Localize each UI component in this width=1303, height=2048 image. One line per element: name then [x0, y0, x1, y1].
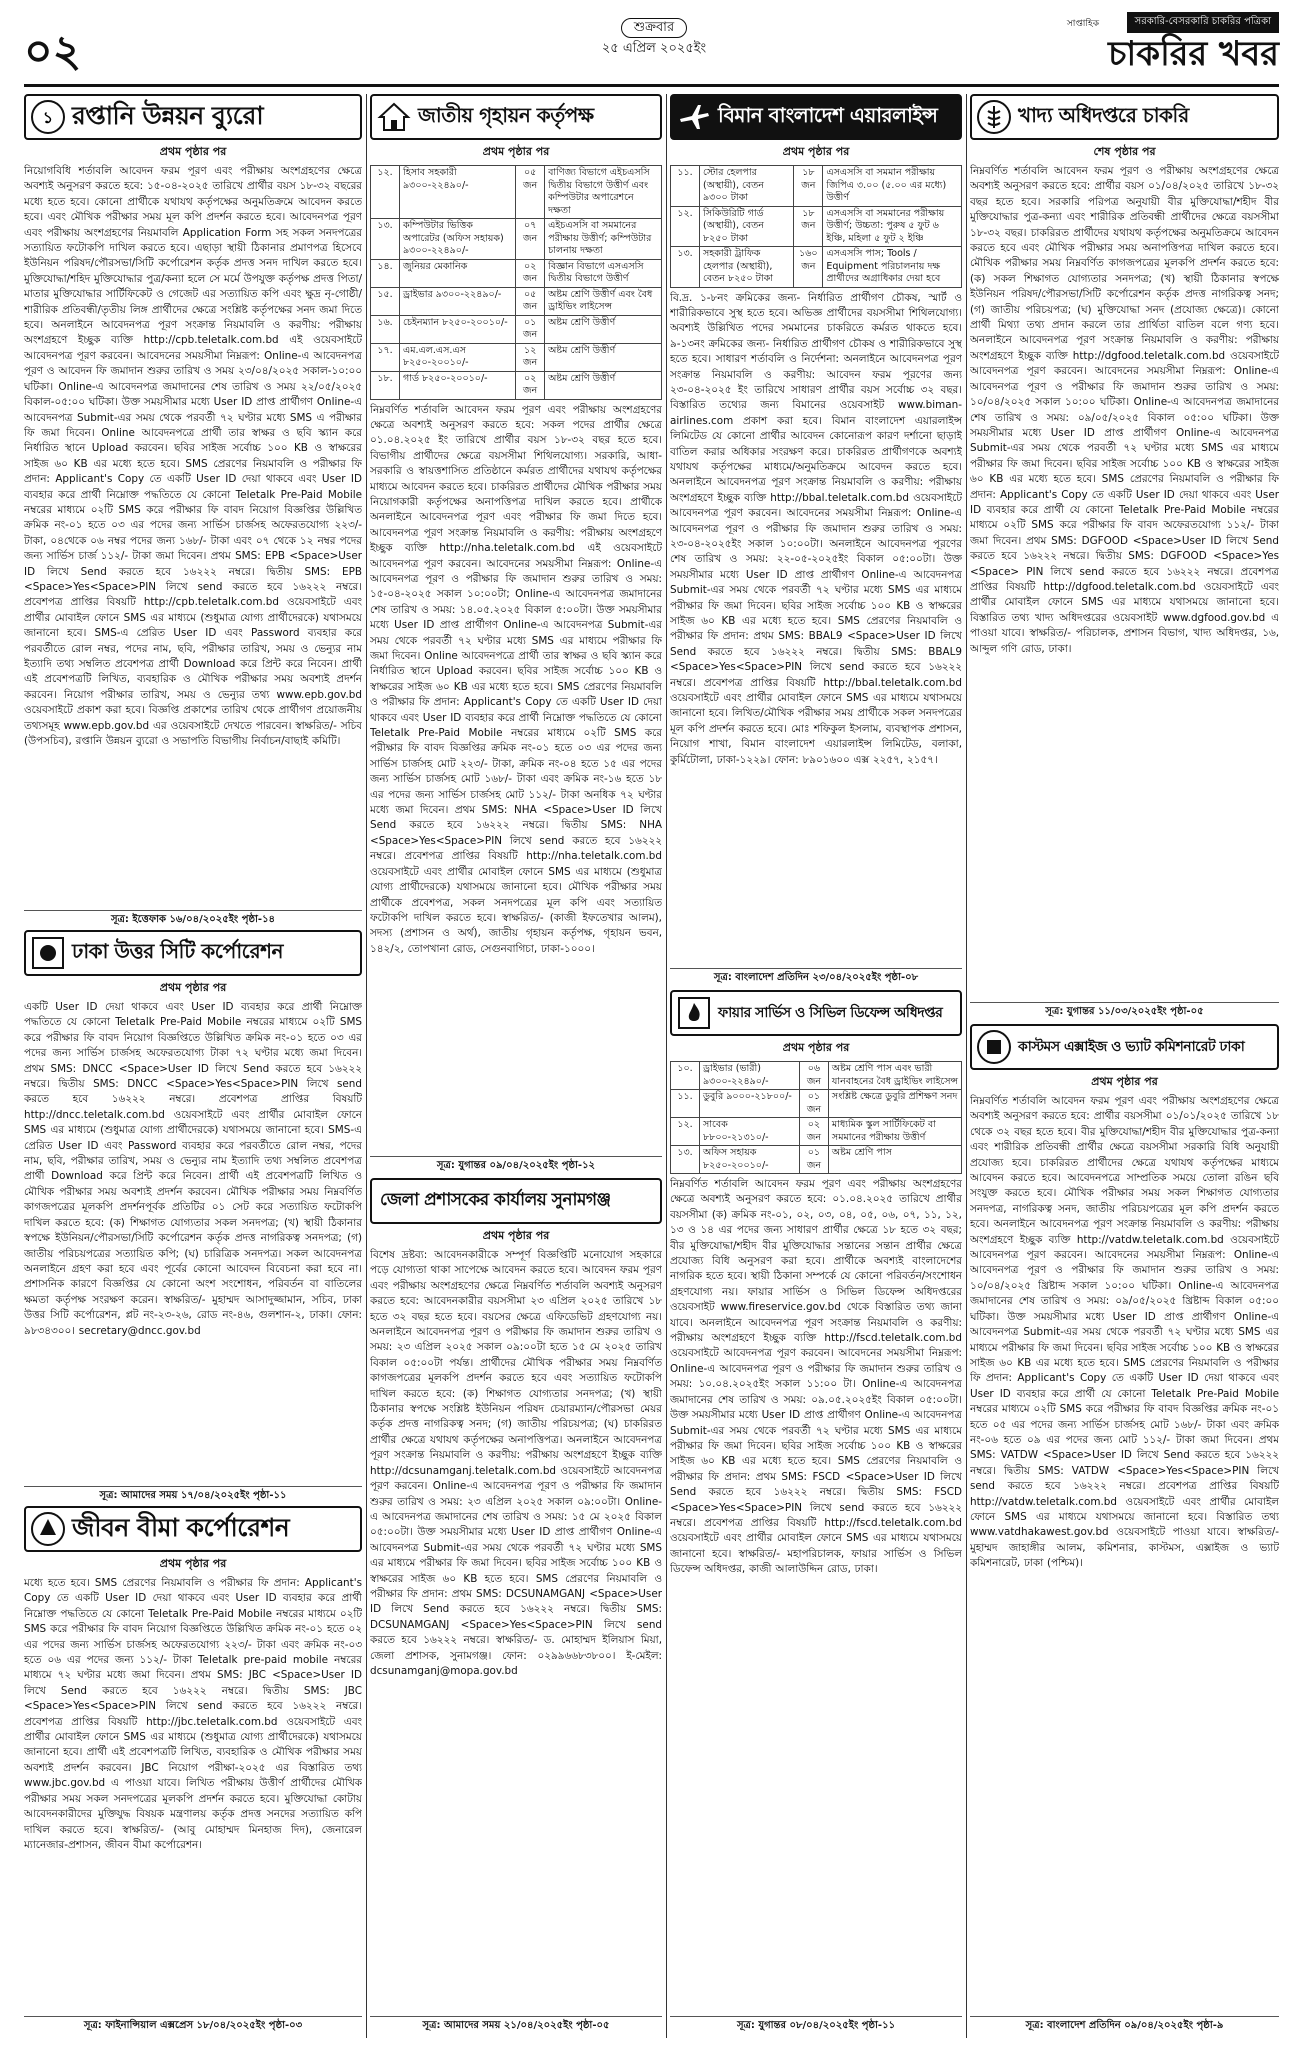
table-row: ১২. সাবেক ৮৮০০-২১৩১০/- ০২ জন মাধ্যমিক স্কুল সার্টিফিকেট বা সমমানের পরীক্ষায় উত্তীর্ণ	[671, 1118, 962, 1146]
ad-epb	[24, 94, 362, 906]
ad-header	[670, 94, 962, 140]
ad-subhead: প্রথম পৃষ্ঠার পর	[1091, 1075, 1158, 1088]
ad-dncc	[24, 930, 362, 1482]
customs-logo-icon	[976, 1029, 1012, 1065]
ad-header	[970, 94, 1279, 140]
table-row: ১৩. কম্পিউটার ভিত্তিক অপারেটর (অফিস সহায়ক) ৯৩০০-২২৪৯০/- ০৭ জন এইচএসসি বা সমমানের পরীক্ষায় উত্তীর্ণ; কম্পিউটার চালনায় দক্ষতা	[371, 219, 662, 260]
ad-title: কাস্টমস এক্সাইজ ও ভ্যাট কমিশনারেট ঢাকা	[1018, 1039, 1245, 1055]
house-icon	[376, 99, 412, 135]
ad-header	[24, 930, 362, 976]
ad-subhead: প্রথম পৃষ্ঠার পর	[159, 1557, 227, 1570]
ad-header	[370, 1178, 662, 1224]
brand	[1029, 12, 1279, 74]
positions-table	[670, 165, 962, 288]
ad-body: নিয়োগবিধি শর্তাবলি আবেদন ফরম পূরণ এবং পরীক্ষায় অংশগ্রহণের ক্ষেত্রে অবশ্যই অনুসরণ করতে হবে: ১৫-০৪-২০২৫ তারিখে প্রার্থীর বয়স ১৮-৩২ বছরের মধ্যে হতে হবে। কোনো প্রার্থীকে যথাযথ কর্তৃপক্ষের অনুমতিক্রমে আবেদন করতে হবে। এবং মৌখিক পরীক্ষার সময় মূল কপি প্রদর্শন করতে হবে। আবেদনপত্র পূরণ এবং পরীক্ষায় অংশগ্রহণের নিয়মাবলি Application Form সহ সকল সনদপত্রের সত্যায়িত ফটোকপি দাখিল করতে হবে। এছাড়া স্থায়ী ঠিকানার প্রমাণপত্র হিসেবে ইউনিয়ন পরিষদ/পৌরসভা/সিটি কর্পোরেশন কর্তৃক প্রদত্ত সনদ দাখিল করতে হবে। মুক্তিযোদ্ধা/শহিদ মুক্তিযোদ্ধার পুত্র/কন্যা হলে সে মর্মে উপযুক্ত কর্তৃপক্ষ প্রদত্ত পিতা/মাতার মুক্তিযোদ্ধার সার্টিফিকেট ও গেজেট এর সত্যায়িত কপি এবং ক্ষুদ্র নৃ-গোষ্ঠী/শারীরিক প্রতিবন্ধী/তৃতীয় লিঙ্গ প্রার্থীদের ক্ষেত্রে সংশ্লিষ্ট কর্তৃপক্ষের সনদ জমা দিতে হবে। অনলাইনে আবেদনপত্র পূরণ সংক্রান্ত নিয়মাবলি ও করণীয়: পরীক্ষায় অংশগ্রহণে ইচ্ছুক ব্যক্তি http://cpb.teletalk.com.bd এই ওয়েবসাইটে আবেদনপত্র পূরণ করবেন। আবেদনের সময়সীমা নিম্নরূপ: Online-এ আবেদনপত্র পূরণ ও আবেদন ফি জমাদান শুরুর তারিখ ও সময় ২৩/০৪/২০২৫ সকাল-১০:০০ ঘটিকা। Online-এ আবেদনপত্র জমাদানের শেষ তারিখ ও সময় ২২/০৫/২০২৫ বিকাল-০৫:০০ ঘটিকা। উক্ত সময়সীমার মধ্যে User ID প্রাপ্ত প্রার্থীগণ Online-এ আবেদনপত্র Submit-এর সময় থেকে পরবর্তী ৭২ ঘণ্টার মধ্যে SMS এ পরীক্ষার ফি জমা দিবেন। Online আবেদনপত্রে প্রার্থী তার স্বাক্ষর ও ছবি স্ক্যান করে নির্ধারিত স্থানে Upload করবেন। ছবির সাইজ সর্বোচ্চ ১০০ KB ও স্বাক্ষরের সাইজ ৬০ KB এর মধ্যে হতে হবে। SMS প্রেরণের নিয়মাবলি ও পরীক্ষার ফি প্রদান: Applicant's Copy তে একটি User ID দেয়া থাকবে এবং User ID ব্যবহার করে প্রার্থী নিম্নোক্ত পদ্ধতিতে যে কোনো Teletalk Pre-Paid Mobile নম্বরের মাধ্যমে ০২টি SMS করে পরীক্ষার ফি বাবদ নিয়োগ বিজ্ঞপ্তির উল্লিখিত ক্রমিক নং-০১ হতে ০৩ এর পদের জন্য সার্ভিস চার্জসহ অফেরতযোগ্য ২২৩/- টাকা, ০৪থেকে ০৬ নম্বর পদের জন্য ১৬৮/- টাকা এবং ০৭ থেকে ১২ নম্বর পদের জন্য সার্ভিস চার্জ ১১২/- টাকা জমা দিবেন। প্রথম SMS: EPB <Space>User ID লিখে Send করতে হবে ১৬২২২ নম্বরে। দ্বিতীয় SMS: EPB <Space>Yes<Space>PIN লিখে send করতে হবে ১৬২২২ নম্বরে। প্রবেশপত্র প্রাপ্তির বিষয়টি http://cpb.teletalk.com.bd ওয়েবসাইটে এবং প্রার্থীর মোবাইল ফোনে SMS এর মাধ্যমে (শুধুমাত্র যোগ্য প্রার্থীদেরকে) যথাসময়ে জানানো হবে। SMS-এ প্রেরিত User ID এবং Password ব্যবহার করে পরবর্তীতে রোল নম্বর, পদের নাম, ছবি, পরীক্ষার তারিখ, সময় ও ভেন্যুর নাম ইত্যাদি তথ্য সম্বলিত প্রবেশপত্র প্রার্থী Download করে প্রিন্ট করে নিবেন। প্রার্থী এই প্রবেশপত্রটি লিখিত, ব্যবহারিক ও মৌখিক পরীক্ষার সময় অবশ্যই প্রদর্শন করবেন। নিয়োগ পরীক্ষার তারিখ, সময় ও ভেন্যুর তথ্য www.epb.gov.bd ওয়েবসাইটে প্রকাশ করা হবে। বিজ্ঞপ্তি প্রকাশের তারিখ থেকে প্রার্থীগণ প্রয়োজনীয় তথ্যসমূহ www.epb.gov.bd এর ওয়েবসাইটে দেখতে পারবেন। স্বাক্ষরিত/- সচিব (উপসচিব), রপ্তানি উন্নয়ন ব্যুরো ও সভাপতি বিভাগীয় নির্বাচন/বাছাই কমিটি।	[24, 165, 362, 748]
ad-source: সূত্র: যুগান্তর ০৯/০৪/২০২৫ইং পৃষ্ঠা-১২	[370, 1156, 662, 1175]
column-4	[970, 94, 1279, 2038]
ad-body: নিম্নবর্ণিত শর্তাবলি আবেদন ফরম পূরণ এবং পরীক্ষায় অংশগ্রহণের ক্ষেত্রে অবশ্যই অনুসরণ করতে হবে: প্রার্থীর বয়সসীমা ০১/০১/২০২৫ তারিখে ১৮ থেকে ৩২ বছর হতে হবে। বীর মুক্তিযোদ্ধা/শহীদ বীর মুক্তিযোদ্ধার পুত্র-কন্যা এবং শারীরিক প্রতিবন্ধী প্রার্থীর ক্ষেত্রে বয়সসীমা সরকারি বিধি অনুযায়ী প্রযোজ্য হবে। চাকরিরত প্রার্থীদের ক্ষেত্রে যথাযথ কর্তৃপক্ষের মাধ্যমে আবেদন করতে হবে। আবেদনপত্রে সাম্প্রতিক সময়ে তোলা রঙিন ছবি সংযুক্ত করতে হবে। মৌখিক পরীক্ষার সময় সকল শিক্ষাগত যোগ্যতার সনদপত্র, নাগরিকত্ব সনদ, জাতীয় পরিচয়পত্রের মূল কপি প্রদর্শন করতে হবে। অনলাইনে আবেদনপত্র পূরণ সংক্রান্ত নিয়মাবলি ও করণীয়: পরীক্ষায় অংশগ্রহণে ইচ্ছুক ব্যক্তি http://vatdw.teletalk.com.bd ওয়েবসাইটে আবেদনপত্র পূরণ করবেন। আবেদনের সময়সীমা নিম্নরূপ: Online-এ আবেদনপত্র পূরণ ও পরীক্ষার ফি জমাদান শুরুর তারিখ ও সময়: ১০/০৪/২০২৫ খ্রিষ্টাব্দ সকাল ১০:০০ ঘটিকা। Online-এ আবেদনপত্র জমাদানের শেষ তারিখ ও সময়: ০৯/০৫/২০২৫ খ্রিষ্টাব্দ বিকাল ০৫:০০ ঘটিকা। উক্ত সময়সীমার মধ্যে User ID প্রাপ্ত প্রার্থীগণ Online-এ আবেদনপত্র Submit-এর সময় থেকে পরবর্তী ৭২ ঘণ্টার মধ্যে SMS এর মাধ্যমে পরীক্ষার ফি জমা দিবেন। ছবির সাইজ সর্বোচ্চ ১০০ KB ও স্বাক্ষরের সাইজ ৬০ KB এর মধ্যে হতে হবে। SMS প্রেরণের নিয়মাবলি ও পরীক্ষার ফি প্রদান: Applicant's Copy তে একটি User ID দেয়া থাকবে এবং User ID ব্যবহার করে প্রার্থী যে কোনো Teletalk Pre-Paid Mobile নম্বরের মাধ্যমে ০২টি SMS করে পরীক্ষার ফি বাবদ বিজ্ঞপ্তির ক্রমিক নং-০১ হতে ০৫ এর পদের জন্য সার্ভিস চার্জসহ মোট ১৬৮/- টাকা এবং ক্রমিক নং-০৬ হতে ০৯ এর পদের জন্য মোট ১১২/- টাকা জমা দিবেন। প্রথম SMS: VATDW <Space>User ID লিখে Send করতে হবে ১৬২২২ নম্বরে। দ্বিতীয় SMS: VATDW <Space>Yes<Space>PIN লিখে send করতে হবে ১৬২২২ নম্বরে। প্রবেশপত্র প্রাপ্তির বিষয়টি http://vatdw.teletalk.com.bd ওয়েবসাইটে এবং প্রার্থীর মোবাইল ফোনে SMS এর মাধ্যমে যথাসময়ে জানানো হবে। বিস্তারিত তথ্য www.vatdhakawest.gov.bd ওয়েবসাইটে পাওয়া যাবে। স্বাক্ষরিত/- মুহাম্মদ জাহাঙ্গীর আলম, কমিশনার, কাস্টমস, এক্সাইজ ও ভ্যাট কমিশনারেট, ঢাকা (পশ্চিম)।	[970, 1095, 1279, 1570]
column-3	[670, 94, 962, 2038]
jbc-logo-icon	[30, 1511, 66, 1547]
ad-body: বিশেষ দ্রষ্টব্য: আবেদনকারীকে সম্পূর্ণ বিজ্ঞপ্তিটি মনোযোগ সহকারে পড়ে যোগ্যতা থাকা সাপেক্ষে আবেদন করতে হবে। আবেদন ফরম পূরণ এবং পরীক্ষায় অংশগ্রহণের ক্ষেত্রে নিম্নবর্ণিত শর্তাবলি অবশ্যই অনুসরণ করতে হবে: আবেদনকারীর বয়সসীমা ২৩ এপ্রিল ২০২৫ তারিখে ১৮ হতে ৩২ বছর হতে হবে। বয়সের ক্ষেত্রে এফিডেভিট গ্রহণযোগ্য নয়। অনলাইনে আবেদনপত্র পূরণ ও পরীক্ষার ফি জমাদান শুরুর তারিখ ও সময়: ২৩ এপ্রিল ২০২৫ সকাল ০৯:০০টা হতে ১৫ মে ২০২৫ তারিখ বিকাল ০৫:০০টা পর্যন্ত। প্রার্থীদের মৌখিক পরীক্ষার সময় নিম্নবর্ণিত কাগজপত্রের মূলকপি প্রদর্শন করতে হবে এবং সত্যায়িত ফটোকপি দাখিল করতে হবে: (ক) শিক্ষাগত যোগ্যতার সনদপত্র; (খ) স্থায়ী ঠিকানার স্বপক্ষে সংশ্লিষ্ট ইউনিয়ন পরিষদ চেয়ারম্যান/পৌরসভা মেয়র কর্তৃক প্রদত্ত নাগরিকত্ব সনদ; (গ) জাতীয় পরিচয়পত্র; (ঘ) চাকরিরত প্রার্থীর ক্ষেত্রে যথাযথ কর্তৃপক্ষের অনাপত্তিপত্র। অনলাইনে আবেদনপত্র পূরণ সংক্রান্ত নিয়মাবলি ও করণীয়: পরীক্ষায় অংশগ্রহণে ইচ্ছুক ব্যক্তি http://dcsunamganj.teletalk.com.bd ওয়েবসাইটে আবেদনপত্র পূরণ করবেন। Online-এ আবেদনপত্র পূরণ ও পরীক্ষার ফি জমাদান শুরুর তারিখ ও সময়: ২৩ এপ্রিল ২০২৫ সকাল ০৯:০০টা। Online-এ আবেদনপত্র জমাদানের শেষ তারিখ ও সময়: ১৫ মে ২০২৫ বিকাল ০৫:০০টা। উক্ত সময়সীমার মধ্যে User ID প্রাপ্ত প্রার্থীগণ Online-এ আবেদনপত্র Submit-এর সময় থেকে পরবর্তী ৭২ ঘণ্টার মধ্যে SMS এর মাধ্যমে পরীক্ষার ফি জমা দিবেন। ছবির সাইজ সর্বোচ্চ ১০০ KB ও স্বাক্ষরের সাইজ ৬০ KB হতে হবে। SMS প্রেরণের নিয়মাবলি ও পরীক্ষার ফি প্রদান: প্রথম SMS: DCSUNAMGANJ <Space>User ID লিখে Send করতে হবে ১৬২২২ নম্বরে। দ্বিতীয় SMS: DCSUNAMGANJ <Space>Yes<Space>PIN লিখে send করতে হবে ১৬২২২ নম্বরে। স্বাক্ষরিত/- ড. মোহাম্মদ ইলিয়াস মিয়া, জেলা প্রশাসক, সুনামগঞ্জ। ফোন: ০২৯৯৬৬৮৩৮০০। ই-মেইল: dcsunamganj@mopa.gov.bd	[370, 1249, 662, 1677]
table-row: ১৩. অফিস সহায়ক ৮২৫০-২০০১০/- ০১ জন অষ্টম শ্রেণি পাস	[671, 1146, 962, 1174]
ad-subhead: প্রথম পৃষ্ঠার পর	[482, 1229, 550, 1242]
ad-title: জাতীয় গৃহায়ন কর্তৃপক্ষ	[418, 102, 594, 127]
ad-nha	[370, 94, 662, 1152]
table-row: ১৬. চেইনম্যান ৮২৫০-২০০১০/- ০১ জন অষ্টম শ্রেণি উত্তীর্ণ	[371, 315, 662, 343]
epb-logo-icon	[30, 99, 66, 135]
ad-food	[970, 94, 1279, 998]
ad-source: সূত্র: যুগান্তর ১১/০৩/২০২৫ইং পৃষ্ঠা-০৫	[970, 1002, 1279, 1021]
ad-subhead: প্রথম পৃষ্ঠার পর	[159, 981, 227, 994]
ad-subhead: শেষ পৃষ্ঠার পর	[1093, 145, 1156, 158]
positions-table	[370, 165, 662, 400]
dncc-logo-icon	[30, 935, 66, 971]
food-department-logo-icon	[976, 99, 1012, 135]
ad-body: মধ্যে হতে হবে। SMS প্রেরণের নিয়মাবলি ও পরীক্ষার ফি প্রদান: Applicant's Copy তে একটি User ID দেয়া থাকবে এবং User ID ব্যবহার করে প্রার্থী নিম্নোক্ত পদ্ধতিতে যে কোনো Teletalk Pre-Paid Mobile নম্বরের মাধ্যমে ০২টি SMS করে পরীক্ষার ফি বাবদ নিয়োগ বিজ্ঞপ্তিতে উল্লিখিত ক্রমিক নং-০১ হতে ০২ এর পদের জন্য সার্ভিস চার্জসহ অফেরতযোগ্য ২২৩/- টাকা এবং ক্রমিক নং-০৩ হতে ০৬ এর পদের জন্য ১১২/- টাকা Teletalk pre-paid mobile নম্বরের মাধ্যমে ৭২ ঘণ্টার মধ্যে জমা দিবেন। প্রথম SMS: JBC <Space>User ID লিখে Send করতে হবে ১৬২২২ নম্বরে। দ্বিতীয় SMS: JBC <Space>Yes<Space>PIN লিখে send করতে হবে ১৬২২২ নম্বরে। প্রবেশপত্র প্রাপ্তির বিষয়টি http://jbc.teletalk.com.bd ওয়েবসাইটে এবং প্রার্থীর মোবাইল ফোনে SMS এর মাধ্যমে (শুধুমাত্র যোগ্য প্রার্থীদেরকে) যথাসময়ে জানানো হবে। প্রার্থী এই প্রবেশপত্রটি লিখিত, ব্যবহারিক ও মৌখিক পরীক্ষার সময় অবশ্যই প্রদর্শন করবেন। JBC নিয়োগ পরীক্ষা-২০২৫ এর বিস্তারিত তথ্য www.jbc.gov.bd এ পাওয়া যাবে। লিখিত পরীক্ষায় উত্তীর্ণ প্রার্থীদের মৌখিক পরীক্ষার সময় সকল সনদপত্রের মূলকপি প্রদর্শন করতে হবে। মুক্তিযোদ্ধা কোটায় আবেদনকারীদের মুক্তিযুদ্ধ বিষয়ক মন্ত্রণালয় কর্তৃক প্রদত্ত সনদের সত্যায়িত কপি দাখিল করতে হবে। স্বাক্ষরিত/- (আবু মোহাম্মদ মিনহাজ দিদ), জেনারেল ম্যানেজার-প্রশাসন, জীবন বীমা কর্পোরেশন।	[24, 1577, 362, 1851]
ad-subhead: প্রথম পৃষ্ঠার পর	[482, 145, 550, 158]
ad-source: সূত্র: বাংলাদেশ প্রতিদিন ০৯/০৪/২০২৫ইং পৃষ্ঠা-৯	[970, 2016, 1279, 2035]
brand-weekly: সাপ্তাহিক	[1066, 19, 1099, 29]
ad-header	[24, 1506, 362, 1552]
table-row: ১৭. এম.এল.এস.এস ৮২৫০-২০০১০/- ১২ জন অষ্টম শ্রেণি উত্তীর্ণ	[371, 343, 662, 371]
ad-header	[370, 94, 662, 140]
table-row: ১৮. গার্ড ৮২৫০-২০০১০/- ০২ জন অষ্টম শ্রেণি উত্তীর্ণ	[371, 371, 662, 399]
svg-text:১: ১	[42, 108, 54, 127]
ad-body: নিম্নবর্ণিত শর্তাবলি আবেদন ফরম পূরণ এবং পরীক্ষায় অংশগ্রহণের ক্ষেত্রে অবশ্যই অনুসরণ করতে হবে: সকল পদের প্রার্থীর ক্ষেত্রে ০১.০৪.২০২৫ ইং তারিখে প্রার্থীর বয়স ১৮-৩২ বছর হতে হবে। বিভাগীয় প্রার্থীদের ক্ষেত্রে বয়সসীমা শিথিলযোগ্য। সরকারি, আধা-সরকারি ও স্বায়ত্তশাসিত প্রতিষ্ঠানে কর্মরত প্রার্থীদের যথাযথ কর্তৃপক্ষের মাধ্যমে আবেদন করতে হবে। চাকরিরত প্রার্থীদের মৌখিক পরীক্ষার সময় নিয়োগকারী কর্তৃপক্ষের অনাপত্তিপত্র দাখিল করতে হবে। প্রার্থীকে অনলাইনে আবেদনপত্র পূরণ এবং পরীক্ষার ফি জমা দিতে হবে। আবেদনপত্র পূরণ সংক্রান্ত নিয়মাবলি ও করণীয়: পরীক্ষায় অংশগ্রহণে ইচ্ছুক ব্যক্তি http://nha.teletalk.com.bd এই ওয়েবসাইটে আবেদনপত্র পূরণ করবেন। আবেদনের সময়সীমা নিম্নরূপ: Online-এ আবেদনপত্র পূরণ ও পরীক্ষার ফি জমাদান শুরুর তারিখ ও সময়: ১৫-০৪-২০২৫ সকাল ১০:০০টা; Online-এ আবেদনপত্র জমাদানের শেষ তারিখ ও সময়: ১৪.০৫.২০২৫ বিকাল ৫:০০টা। উক্ত সময়সীমার মধ্যে User ID প্রাপ্ত প্রার্থীগণ Online-এ আবেদনপত্র Submit-এর সময় থেকে পরবর্তী ৭২ ঘণ্টার মধ্যে SMS এর মাধ্যমে পরীক্ষার ফি জমা দিবেন। Online আবেদনপত্রে প্রার্থী তার স্বাক্ষর ও ছবি স্ক্যান করে নির্ধারিত স্থানে Upload করবেন। ছবির সাইজ সর্বোচ্চ ১০০ KB ও স্বাক্ষরের সাইজ ৬০ KB এর মধ্যে হতে হবে। SMS প্রেরণের নিয়মাবলি ও পরীক্ষার ফি প্রদান: Applicant's Copy তে একটি User ID দেয়া থাকবে এবং User ID ব্যবহার করে প্রার্থী নিম্নোক্ত পদ্ধতিতে যে কোনো Teletalk Pre-Paid Mobile নম্বরের মাধ্যমে ০২টি SMS করে পরীক্ষার ফি বাবদ বিজ্ঞপ্তির ক্রমিক নং-০১ হতে ০৩ এর পদের জন্য সার্ভিস চার্জসহ মোট ২২৩/- টাকা, ক্রমিক নং-০৪ হতে ১৫ এর পদের জন্য সার্ভিস চার্জসহ মোট ১৬৮/- টাকা এবং ক্রমিক নং-১৬ হতে ১৮ এর পদের জন্য সার্ভিস চার্জসহ মোট ১১২/- টাকা অনধিক ৭২ ঘণ্টার মধ্যে জমা দিবেন। প্রথম SMS: NHA <Space>User ID লিখে Send করতে হবে ১৬২২২ নম্বরে। দ্বিতীয় SMS: NHA <Space>Yes<Space>PIN লিখে send করতে হবে ১৬২২২ নম্বরে। প্রবেশপত্র প্রাপ্তির বিষয়টি http://nha.teletalk.com.bd ওয়েবসাইটে এবং প্রার্থীর মোবাইল ফোনে SMS এর মাধ্যমে (শুধুমাত্র যোগ্য প্রার্থীদেরকে) যথাসময়ে জানানো হবে। মৌখিক পরীক্ষার সময় প্রার্থীকে প্রবেশপত্র, সকল সনদপত্রের মূল কপি এবং সত্যায়িত ফটোকপি দাখিল করতে হবে। স্বাক্ষরিত/- (কাজী ইফতেখার আলম), সদস্য (প্রশাসন ও অর্থ), জাতীয় গৃহায়ন কর্তৃপক্ষ, গৃহায়ন ভবন, ১৪২/২, তোপখানা রোড, সেগুনবাগিচা, ঢাকা-১০০০।	[370, 403, 662, 955]
table-row: ১১. ডুবুরি ৯০০০-২১৮০০/- ০১ জন সংশ্লিষ্ট ক্ষেত্রে ডুবুরি প্রশিক্ষণ সনদ	[671, 1090, 962, 1118]
table-row: ১২. হিসাব সহকারী ৯৩০০-২২৪৯০/- ০৫ জন বাণিজ্য বিভাগে এইচএসসি দ্বিতীয় বিভাগে উত্তীর্ণ এবং কম্পিউটার অপারেশনে দক্ষতা	[371, 166, 662, 219]
ad-subhead: প্রথম পৃষ্ঠার পর	[159, 145, 227, 158]
table-row: ১২. সিকিউরিটি গার্ড (অস্থায়ী), বেতন ৮২৫০ টাকা ১৮ জন এসএসসি বা সমমানের পরীক্ষায় উত্তীর্ণ; উচ্চতা: পুরুষ ৫ ফুট ৬ ইঞ্চি, মহিলা ৫ ফুট ২ ইঞ্চি	[671, 206, 962, 247]
ad-biman	[670, 94, 962, 964]
ad-title: জীবন বীমা কর্পোরেশন	[72, 1512, 290, 1542]
ad-title: জেলা প্রশাসকের কার্যালয় সুনামগঞ্জ	[380, 1190, 611, 1210]
issue-date-text: ২৫ এপ্রিল ২০২৫ইং	[601, 41, 707, 56]
ad-title: ঢাকা উত্তর সিটি কর্পোরেশন	[72, 938, 283, 963]
airplane-icon	[676, 99, 712, 135]
ad-title: খাদ্য অধিদপ্তরে চাকরি	[1018, 102, 1189, 127]
ad-title: বিমান বাংলাদেশ এয়ারলাইন্স	[718, 102, 938, 127]
page-number: ০২	[24, 26, 82, 77]
ad-jbc	[24, 1506, 362, 2012]
ad-dc-sunamganj	[370, 1178, 662, 2012]
ad-title: রপ্তানি উন্নয়ন ব্যুরো	[72, 100, 264, 130]
ad-customs	[970, 1024, 1279, 2012]
table-row: ১৩. সহকারী ট্রাফিক হেলপার (অস্থায়ী), বেতন ৮২৫০ টাকা ১৬০ জন এসএসসি পাস; Tools / Equipment পরিচালনায় দক্ষ প্রার্থীদের অগ্রাধিকার দেয়া হবে	[671, 247, 962, 288]
table-row: ১১. স্টোর হেলপার (অস্থায়ী), বেতন ৯৩০০ টাকা ১৮ জন এসএসসি বা সমমান পরীক্ষায় জিপিএ ৩.০০ (৫.০০ এর মধ্যে) উত্তীর্ণ	[671, 166, 962, 207]
ad-source: সূত্র: আমাদের সময় ১৭/০৪/২০২৫ইং পৃষ্ঠা-১১	[24, 1486, 362, 1505]
ad-subhead: প্রথম পৃষ্ঠার পর	[782, 1041, 850, 1054]
table-row: ১০. ড্রাইভার (ভারী) ৯৩০০-২২৪৯০/- ০৬ জন অষ্টম শ্রেণি পাস এবং ভারী যানবাহনের বৈধ ড্রাইভিং লাইসেন্স	[671, 1062, 962, 1090]
ad-fire-service	[670, 990, 962, 2012]
issue-date	[584, 18, 724, 58]
ad-header	[970, 1024, 1279, 1070]
ad-body: বি.দ্র. ১-৮নং ক্রমিকের জন্য- নির্ধারিত প্রার্থীগণ চৌকষ, স্মার্ট ও শারীরিকভাবে সুস্থ হতে হবে। অভিজ্ঞ প্রার্থীদের বয়সসীমা শিথিলযোগ্য। অবশ্যই উল্লিখিত পদের সমমানের চাকরিতে কর্মরত থাকতে হবে। ৯-১৩নং ক্রমিকের জন্য- নির্ধারিত প্রার্থীগণ চৌকষ ও শারীরিকভাবে সুস্থ হতে হবে। সাধারণ শর্তাবলি ও নির্দেশনা: অনলাইনে আবেদনপত্র পূরণ সংক্রান্ত নিয়মাবলি ও করণীয়: আবেদন ফরম পূরণের জন্য ২৩-০৪-২০২৫ ইং তারিখে সাধারণ প্রার্থীর বয়স সর্বোচ্চ ৩২ বছর। বিস্তারিত তথ্যের জন্য বিমানের ওয়েবসাইট www.biman-airlines.com প্রকাশ করা হবে। বিমান বাংলাদেশ এয়ারলাইন্স লিমিটেড যে কোনো প্রার্থীর আবেদন কোনোরূপ কারণ দর্শানো ছাড়াই বাতিল করার অধিকার সংরক্ষণ করে। চাকরিরত প্রার্থীগণকে অবশ্যই যথাযথ কর্তৃপক্ষের মাধ্যমে/অনুমতিক্রমে আবেদন করতে হবে। অনলাইনে আবেদনপত্র পূরণ সংক্রান্ত নিয়মাবলি ও করণীয়: পরীক্ষায় অংশগ্রহণে ইচ্ছুক ব্যক্তি http://bbal.teletalk.com.bd ওয়েবসাইটে আবেদনপত্র পূরণ করবেন। আবেদনের সময়সীমা নিম্নরূপ: Online-এ আবেদনপত্র পূরণ ও পরীক্ষার ফি জমাদান শুরুর তারিখ ও সময়: ২৩-০৪-২০২৫ইং সকাল ১০:০০টা। অনলাইনে আবেদনপত্র পূরণের শেষ তারিখ ও সময়: ২২-০৫-২০২৫ইং বিকাল ০৫:০০টা। উক্ত সময়সীমার মধ্যে User ID প্রাপ্ত প্রার্থীগণ Online-এ আবেদনপত্র Submit-এর সময় থেকে পরবর্তী ৭২ ঘণ্টার মধ্যে SMS এর মাধ্যমে পরীক্ষার ফি জমা দিবেন। ছবির সাইজ সর্বোচ্চ ১০০ KB ও স্বাক্ষরের সাইজ ৬০ KB এর মধ্যে হতে হবে। SMS প্রেরণের নিয়মাবলি ও পরীক্ষার ফি প্রদান: প্রথম SMS: BBAL9 <Space>User ID লিখে Send করতে হবে ১৬২২২ নম্বরে। দ্বিতীয় SMS: BBAL9 <Space>Yes<Space>PIN লিখে send করতে হবে ১৬২২২ নম্বরে। প্রবেশপত্র প্রাপ্তির বিষয়টি http://bbal.teletalk.com.bd ওয়েবসাইটে এবং প্রার্থীর মোবাইল ফোনে SMS এর মাধ্যমে যথাসময়ে জানানো হবে। লিখিত/মৌখিক পরীক্ষার সময় প্রার্থীকে সকল সনদপত্রের মূল কপি প্রদর্শন করতে হবে। মোঃ শফিকুল ইসলাম, ব্যবস্থাপক প্রশাসন, নিয়োগ শাখা, বিমান বাংলাদেশ এয়ারলাইন্স লিমিটেড, বলাকা, কুর্মিটোলা, ঢাকা-১২২৯। ফোন: ৮৯০১৬০০ এক্স ২২৫৭, ২১৫৭।	[670, 291, 962, 766]
ad-body: নিম্নবর্ণিত শর্তাবলি আবেদন ফরম পূরণ ও পরীক্ষায় অংশগ্রহণের ক্ষেত্রে অবশ্যই অনুসরণ করতে হবে: প্রার্থীর বয়স ০১/০৪/২০২৫ তারিখে ১৮-৩২ বছর হতে হবে। সরকারি পরিপত্র অনুযায়ী বীর মুক্তিযোদ্ধা/শহীদ বীর মুক্তিযোদ্ধার পুত্র-কন্যা এবং শারীরিক প্রতিবন্ধী প্রার্থীদের ক্ষেত্রে বয়সসীমা ১৮-৩২ বছর। চাকরিরত প্রার্থীদের যথাযথ কর্তৃপক্ষের অনুমতিক্রমে আবেদন করতে হবে এবং মৌখিক পরীক্ষার সময় অনাপত্তিপত্র দাখিল করতে হবে। মৌখিক পরীক্ষার সময় নিম্নবর্ণিত কাগজপত্রের মূলকপি প্রদর্শন করতে হবে: (ক) সকল শিক্ষাগত যোগ্যতার সনদপত্র; (খ) স্থায়ী ঠিকানার স্বপক্ষে ইউনিয়ন পরিষদ/পৌরসভা/সিটি কর্পোরেশন কর্তৃক প্রদত্ত নাগরিকত্ব সনদ; (গ) জাতীয় পরিচয়পত্র; (ঘ) মুক্তিযোদ্ধা সনদ (প্রযোজ্য ক্ষেত্রে)। কোনো প্রার্থী মিথ্যা তথ্য প্রদান করলে তার প্রার্থিতা বাতিল বলে গণ্য হবে। অনলাইনে আবেদনপত্র পূরণ সংক্রান্ত নিয়মাবলি ও করণীয়: পরীক্ষায় অংশগ্রহণে ইচ্ছুক ব্যক্তি http://dgfood.teletalk.com.bd ওয়েবসাইটে আবেদনপত্র পূরণ করবেন। আবেদনের সময়সীমা নিম্নরূপ: Online-এ আবেদনপত্র পূরণ ও পরীক্ষার ফি জমাদান শুরুর তারিখ ও সময়: ১০/০৪/২০২৫ সকাল ১০:০০ ঘটিকা। Online-এ আবেদনপত্র জমাদানের শেষ তারিখ ও সময়: ০৯/০৫/২০২৫ বিকাল ০৫:০০ ঘটিকা। উক্ত সময়সীমার মধ্যে User ID প্রাপ্ত প্রার্থীগণ Online-এ আবেদনপত্র Submit-এর সময় থেকে পরবর্তী ৭২ ঘণ্টার মধ্যে SMS এর মাধ্যমে পরীক্ষার ফি জমা দিবেন। ছবির সাইজ সর্বোচ্চ ১০০ KB ও স্বাক্ষরের সাইজ ৬০ KB এর মধ্যে হতে হবে। SMS প্রেরণের নিয়মাবলি ও পরীক্ষার ফি প্রদান: Applicant's Copy তে একটি User ID দেয়া থাকবে এবং User ID ব্যবহার করে প্রার্থী যে কোনো Teletalk Pre-Paid Mobile নম্বরের মাধ্যমে ০২টি SMS করে পরীক্ষার ফি বাবদ অফেরতযোগ্য ১১২/- টাকা জমা দিবেন। প্রথম SMS: DGFOOD <Space>User ID লিখে Send করতে হবে ১৬২২২ নম্বরে। দ্বিতীয় SMS: DGFOOD <Space>Yes <Space> PIN লিখে send করতে হবে ১৬২২২ নম্বরে। প্রবেশপত্র প্রাপ্তির বিষয়টি http://dgfood.teletalk.com.bd ওয়েবসাইটে এবং প্রার্থীর মোবাইল ফোনে SMS এর মাধ্যমে যথাসময়ে জানানো হবে। বিস্তারিত তথ্য খাদ্য অধিদপ্তরের ওয়েবসাইট www.dgfood.gov.bd এ পাওয়া যাবে। স্বাক্ষরিত/- পরিচালক, প্রশাসন বিভাগ, খাদ্য অধিদপ্তর, ১৬, আব্দুল গণি রোড, ঢাকা।	[970, 165, 1279, 655]
ad-title: ফায়ার সার্ভিস ও সিভিল ডিফেন্স অধিদপ্তর	[718, 1005, 943, 1021]
ad-source: সূত্র: আমাদের সময় ২১/০৪/২০২৫ইং পৃষ্ঠা-০৫	[370, 2016, 662, 2035]
masthead	[24, 12, 1279, 87]
column-2	[370, 94, 662, 2038]
ad-source: সূত্র: যুগান্তর ০৮/০৪/২০২৫ইং পৃষ্ঠা-১১	[670, 2016, 962, 2035]
table-row: ১৫. ড্রাইভার ৯৩০০-২২৪৯০/- ০৫ জন অষ্টম শ্রেণি উত্তীর্ণ এবং বৈধ ড্রাইভিং লাইসেন্স	[371, 287, 662, 315]
table-row: ১৪. জুনিয়র মেকানিক ০২ জন বিজ্ঞান বিভাগে এসএসসি দ্বিতীয় বিভাগে উত্তীর্ণ	[371, 259, 662, 287]
ad-header	[24, 94, 362, 140]
positions-table	[670, 1061, 962, 1174]
ad-subhead: প্রথম পৃষ্ঠার পর	[782, 145, 850, 158]
brand-tagline: সরকারি-বেসরকারি চাকরির পত্রিকা	[1127, 12, 1279, 33]
column-1	[24, 94, 362, 2038]
ad-body: একটি User ID দেয়া থাকবে এবং User ID ব্যবহার করে প্রার্থী নিম্নোক্ত পদ্ধতিতে যে কোনো Teletalk Pre-Paid Mobile নম্বরের মাধ্যমে ০২টি SMS করে পরীক্ষার ফি বাবদ নিয়োগ বিজ্ঞপ্তিতে উল্লিখিত ক্রমিক নং-০১ হতে ০৩ এর পদের জন্য সার্ভিস চার্জসহ অফেরতযোগ্য টাকা ৭২ ঘণ্টার মধ্যে জমা দিবেন। প্রথম SMS: DNCC <Space>User ID লিখে Send করতে হবে ১৬২২২ নম্বরে। দ্বিতীয় SMS: DNCC <Space>Yes<Space>PIN লিখে send করতে হবে ১৬২২২ নম্বরে। প্রবেশপত্র প্রাপ্তির বিষয়টি http://dncc.teletalk.com.bd ওয়েবসাইটে এবং প্রার্থীর মোবাইল ফোনে SMS এর মাধ্যমে (শুধুমাত্র যোগ্য প্রার্থীদেরকে) যথাসময়ে জানানো হবে। SMS-এ প্রেরিত User ID এবং Password ব্যবহার করে পরবর্তীতে রোল নম্বর, পদের নাম, ছবি, পরীক্ষার তারিখ, সময় ও ভেন্যুর নাম ইত্যাদি তথ্য সম্বলিত প্রবেশপত্র প্রার্থী Download করে প্রিন্ট করে নিবেন। প্রার্থী এই প্রবেশপত্রটি লিখিত ও মৌখিক পরীক্ষার সময় অবশ্যই প্রদর্শন করবেন। মৌখিক পরীক্ষার সময় নিম্নবর্ণিত কাগজপত্রের মূলকপি প্রদর্শনপূর্বক প্রতিটির ০১ সেট করে সত্যায়িত ফটোকপি দাখিল করতে হবে: (ক) শিক্ষাগত যোগ্যতার সকল সনদপত্র; (খ) স্থায়ী ঠিকানার স্বপক্ষে ইউনিয়ন/পৌরসভা/সিটি কর্পোরেশন কর্তৃক প্রদত্ত নাগরিকত্ব সনদপত্র; (গ) জাতীয় পরিচয়পত্রের সত্যায়িত কপি; (ঘ) চারিত্রিক সনদপত্র। সকল আবেদনপত্র অনলাইনে গ্রহণ করা হবে এবং পূর্বের কোনো আবেদন বিবেচনা করা হবে না। প্রশাসনিক কারণে বিজ্ঞপ্তির যে কোনো অংশ সংশোধন, পরিবর্তন বা বাতিলের ক্ষমতা কর্তৃপক্ষ সংরক্ষণ করেন। স্বাক্ষরিত/- মুহাম্মদ আসাদুজ্জামান, সচিব, ঢাকা উত্তর সিটি কর্পোরেশন, প্লট নং-২৩-২৬, রোড নং-৪৬, গুলশান-২, ঢাকা। ফোন: ৯৮৩৪৩০০। secretary@dncc.gov.bd	[24, 1001, 362, 1337]
ad-header	[670, 990, 962, 1036]
ad-source: সূত্র: ফাইনান্সিয়াল এক্সপ্রেস ১৮/০৪/২০২৫ইং পৃষ্ঠা-০৩	[24, 2016, 362, 2035]
brand-name: চাকরির খবর	[1108, 34, 1279, 74]
fire-service-logo-icon	[676, 995, 712, 1031]
ad-body: নিম্নবর্ণিত শর্তাবলি আবেদন ফরম পূরণ এবং পরীক্ষায় অংশগ্রহণের ক্ষেত্রে অবশ্যই অনুসরণ করতে হবে: ০১.০৪.২০২৫ তারিখে প্রার্থীর বয়সসীমা (ক) ক্রমিক নং-০১, ০২, ০৩, ০৪, ০৫, ০৬, ০৭, ১১, ১২, ১৩ ও ১৪ এর পদের জন্য সাধারণ প্রার্থীর ক্ষেত্রে ১৮ হতে ৩২ বছর; বীর মুক্তিযোদ্ধা/শহীদ বীর মুক্তিযোদ্ধার সন্তানের সন্তান প্রার্থীর ক্ষেত্রে প্রযোজ্য বিধি অনুসরণ করা হবে। প্রার্থীকে অবশ্যই বাংলাদেশের নাগরিক হতে হবে। স্থায়ী ঠিকানা সম্পর্কে যে কোনো পরিবর্তন/সংশোধন গ্রহণযোগ্য নয়। ফায়ার সার্ভিস ও সিভিল ডিফেন্স অধিদপ্তরের ওয়েবসাইট www.fireservice.gov.bd থেকে বিস্তারিত তথ্য জানা যাবে। অনলাইনে আবেদনপত্র পূরণ সংক্রান্ত নিয়মাবলি ও করণীয়: পরীক্ষায় অংশগ্রহণে ইচ্ছুক ব্যক্তি http://fscd.teletalk.com.bd ওয়েবসাইটে আবেদনপত্র পূরণ করবেন। আবেদনের সময়সীমা নিম্নরূপ: Online-এ আবেদনপত্র পূরণ ও পরীক্ষার ফি জমাদান শুরুর তারিখ ও সময়: ১০.০৪.২০২৫ইং সকাল ১১:০০ টা। Online-এ আবেদনপত্র জমাদানের শেষ তারিখ ও সময়: ০৯.০৫.২০২৫ইং বিকাল ০৫:০০টা। উক্ত সময়সীমার মধ্যে User ID প্রাপ্ত প্রার্থীগণ Online-এ আবেদনপত্র Submit-এর সময় থেকে পরবর্তী ৭২ ঘণ্টার মধ্যে SMS এর মাধ্যমে পরীক্ষার ফি জমা দিবেন। ছবির সাইজ সর্বোচ্চ ১০০ KB ও স্বাক্ষরের সাইজ ৬০ KB এর মধ্যে হতে হবে। SMS প্রেরণের নিয়মাবলি ও পরীক্ষার ফি প্রদান: প্রথম SMS: FSCD <Space>User ID লিখে Send করতে হবে ১৬২২২ নম্বরে। দ্বিতীয় SMS: FSCD <Space>Yes<Space>PIN লিখে send করতে হবে ১৬২২২ নম্বরে। প্রবেশপত্র প্রাপ্তির বিষয়টি http://fscd.teletalk.com.bd ওয়েবসাইটে এবং প্রার্থীর মোবাইল ফোনে SMS এর মাধ্যমে যথাসময়ে জানানো হবে। স্বাক্ষরিত/- মহাপরিচালক, ফায়ার সার্ভিস ও সিভিল ডিফেন্স অধিদপ্তর, কাজী আলাউদ্দিন রোড, ঢাকা।	[670, 1178, 962, 1576]
issue-day: শুক্রবার	[621, 18, 687, 38]
ad-source: সূত্র: ইত্তেফাক ১৬/০৪/২০২৫ইং পৃষ্ঠা-১৪	[24, 910, 362, 929]
ad-source: সূত্র: বাংলাদেশ প্রতিদিন ২৩/০৪/২০২৫ইং পৃষ্ঠা-০৮	[670, 968, 962, 987]
